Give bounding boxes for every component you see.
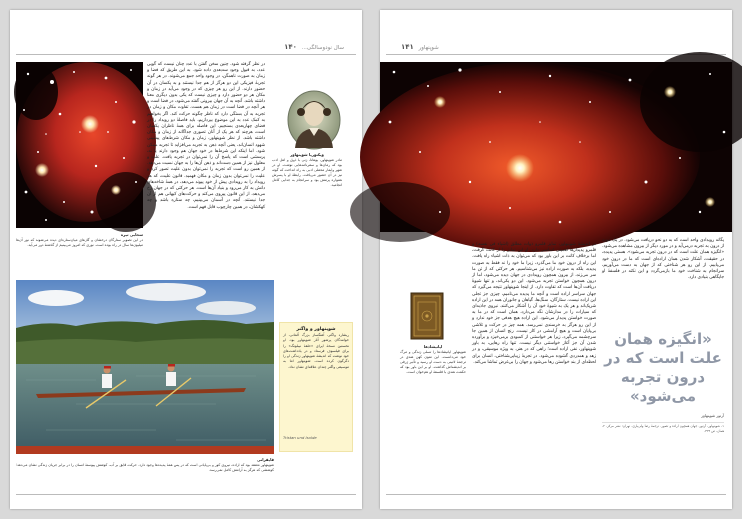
box-title: شوپنهاور و واگنر	[296, 327, 336, 332]
galaxy-image	[380, 62, 732, 232]
star-caption-text: در این تصویر ستارگان درخشان و گازهای میان‌ستاره‌ای دیده می‌شوند که نور آن‌ها میلیون‌ها سال در راه بوده است. نوری که امروز می‌بینیم از گذشتهٔ دور می‌آید.	[16, 238, 143, 247]
portrait-caption-name: ویکتوریا شوپنهاور	[290, 152, 324, 157]
painting-caption-title: قایقرانی	[256, 457, 274, 462]
right-body-text: در اندیشهٔ شوپنهاور، تمایز قلمرو ذوات مطلق (اشیاء فی نفسه) و قلمرو پدیدارها اهمیتی اساسی دارد. او این تمایز را از کانت گرفت، اما برخلاف کانت بر این باور بود که می‌توان به ذات اشیاء راه یافت. این راه از درون خود ما می‌گذرد، زیرا ما خود را نه فقط به صورت پدیده، بلکه به صورت اراده نیز می‌شناسیم. هر حرکتی که از تن ما سر می‌زند، از بیرون همچون رویدادی در جهان دیده می‌شود، اما از درون همچون خواستن تجربه می‌شود. این دو یکی‌اند، و تنها شیوهٔ دریافت آن‌ها است که تفاوت دارد. از اینجا شوپنهاور نتیجه می‌گیرد که جهان سراسر اراده است و آنچه ما پدیده می‌نامیم، چیزی جز تجلی این اراده نیست. ستارگان، سنگ‌ها، گیاهان و جانوران همه در این اراده شریک‌اند و هر یک به شیوهٔ خود آن را آشکار می‌کنند. نیروی جاذبه‌ای که سیارات را در مدارشان نگه می‌دارد، همان است که در ما به صورت خواستن پدیدار می‌شود. این اراده هیچ هدفی جز خود ندارد و از این رو هرگز به خرسندی نمی‌رسد. همه چیز در حرکت و تلاشی بی‌پایان است و هیچ آرامشی در کار نیست. رنج انسان از همین جا سرچشمه می‌گیرد، زیرا هر خواستنی از کمبودی برمی‌خیزد و برآورده شدن آن جز آغاز خواستنی دیگر نیست. تنها راه رهایی، به باور شوپنهاور، نفی اراده است؛ راهی که در هنر، به ویژه موسیقی، و در زهد و همدردی گشوده می‌شود. در تجربهٔ زیبایی‌شناختی، انسان برای لحظه‌ای از بند خواستن رها می‌شود و جهان را بی‌غرض تماشا می‌کند.	[472, 242, 596, 365]
header-rule	[16, 54, 356, 55]
quote-attribution: آرتور شوپنهاور	[701, 413, 724, 418]
rowing-painting	[16, 280, 274, 454]
header-rule	[386, 54, 726, 55]
right-top-text: یگانه رویدادی واحد است که به دو نحو دریافت می‌شود. در یک مورد از درون به تجربه درمی‌آید و در مورد دیگر از بیرون مشاهده می‌شود. «انگیزه همان علت است که در درون تجربه می‌شود». هستی پدیده، در حقیقت، آشکار شدن همان اراده‌ای است که ما در درون خود می‌یابیم. از این رو هر شناختی که از جهان به دست می‌آوریم، سرانجام به شناخت خود ما بازمی‌گردد و این نکته در فلسفهٔ او جایگاهی بنیادی دارد.	[602, 238, 724, 281]
running-title: شوپنهاور	[418, 45, 439, 51]
painting-caption-text: شوپنهاور معتقد بود که اراده، نیروی کور و بی‌پایانی است که در پس همهٔ پدیده‌ها وجود دارد. حرکت قایق بر آب، کوشش پیوستهٔ انسان را در برابر جریان زندگی نشان می‌دهد؛ کوششی که هرگز به آرامش کامل نمی‌رسد.	[16, 463, 274, 472]
wagner-sidebar-box	[279, 322, 353, 452]
pull-quote: «انگیزه همان علت است که در درون تجربه می‌شود»	[604, 330, 722, 405]
footnote-rule	[602, 422, 724, 423]
box-footer: Tristan und Isolde	[283, 435, 317, 440]
page-number: ۱۴۰	[284, 43, 297, 51]
running-title: سال نودوسالگی...	[301, 45, 344, 51]
box-text: ریشارد واگنر، آهنگساز بزرگ آلمانی، از خوانندگان پرشور آثار شوپنهاور بود. او نخستین نسخهٔ اپرای «حلقهٔ نیبلونگ» را برای فیلسوف فرستاد و در یادداشت‌های خود نوشت که اندیشهٔ شوپنهاور زندگی او را دگرگون کرده است. شوپنهاور اما به موسیقی واگنر چندان علاقه‌ای نشان نداد.	[283, 333, 349, 369]
upanishad-book-image	[410, 292, 444, 340]
left-page	[10, 10, 362, 509]
footnote: ۱- شوپنهاور، آرتور. جهان همچون اراده و تصور. ترجمهٔ رضا ولی‌یاری. تهران: نشر مرکز. ۲- همان، ص ۳۲۴.	[602, 424, 724, 433]
star-caption-title: سحابی تیره	[120, 232, 143, 237]
left-body-text: در نظر گرفته شود. چنین سخن گفتن با عدد چنان نیست که گویی عدد، به قبول وجود سه‌بعدی داده شود. به این طریق که فضا و زمان به صورت ناهمگن، در وجود واحد جمع می‌شوند. در هر گونه تجربهٔ فیزیکی این دو هرگز از هم جدا نیستند و به یکسان در آن حضور دارند. از این رو هر چیزی که در وجود می‌آید در زمان و مکان هر دو حضور دارد و چیزی نیست که یکی بدون دیگری معنا داشته باشد. آنچه به آن جهان بیرونی گفته می‌شود، در فضا است و هر آنچه در فضا است در زمان هم هست. تفاوت مکان و زمان در تجربه به آن بستگی دارد که ناظر چگونه حرکت کند. اگر بخواهیم به کمک عدد به این موضوع بپردازیم، باید فاصلهٔ دو رویداد را در فضای چهاربعدی بسنجیم. این فاصله برای همهٔ ناظران یکسان است، هرچند که هر یک از آنان تصوری جداگانه از زمان و مکان داشته باشد. از نظر شوپنهاور، زمان و مکان شرط‌های پیشینی شهود انسان‌اند، یعنی آنچه ذهن به تجربه می‌افزاید تا تجربه ممکن شود. اما اینکه این شرط‌ها در خود جهان هم وجود دارند یا نه، پرسشی است که پاسخ آن را نمی‌توان در تجربه یافت. علت و معلول نیز از همین دست‌اند و ذهن آن‌ها را به جهان نسبت می‌دهد. از همین رو است که تجربه را نمی‌توان بدون علیت تصور کرد و علیت را نمی‌توان بدون زمان و مکان فهمید. قانون علیت، که هر رویداد را به رویدادی پیش از خود پیوند می‌دهد، در همهٔ شاخه‌های دانش به کار می‌رود و بنیاد آن‌ها است. هر حرکتی که در جهان رخ می‌دهد، از این قانون پیروی می‌کند و حرکت‌های کیهانی هم از آن جدا نیستند. آنچه در آسمان می‌بینیم، چه ستاره باشد و چه کهکشان، در همین چارچوب قابل فهم است.	[147, 62, 265, 210]
footer-rule	[386, 494, 726, 495]
portrait-image	[287, 90, 341, 150]
footer-rule	[16, 494, 356, 495]
page-header	[281, 43, 344, 51]
right-page	[380, 10, 732, 509]
page-number: ۱۴۱	[401, 43, 414, 51]
star-field-image	[16, 62, 143, 228]
book-caption-title: اپانیشادها	[423, 344, 443, 349]
portrait-caption-text: مادر شوپنهاور، یوهانا، زنی با ذوق و اهل ادب بود که رمان‌ها و سفرنامه‌هایی نوشت. او در شهر وایمار محفلی ادبی به راه انداخت که گوته نیز در آن حضور می‌یافت. رابطهٔ او با پسرش همواره پرتنش بود و سرانجام به جدایی کامل انجامید.	[272, 158, 342, 187]
page-header	[398, 43, 439, 51]
book-caption-text: شوپنهاور اپانیشادها را تسلی زندگی و مرگ خود می‌دانست. این متون کهن هندی در ترجمهٔ لاتینی به دست او رسید و تأثیر ژرفی بر اندیشه‌اش گذاشت. او بر این باور بود که حکمت هندی با فلسفهٔ او هم‌خوان است.	[400, 350, 466, 374]
